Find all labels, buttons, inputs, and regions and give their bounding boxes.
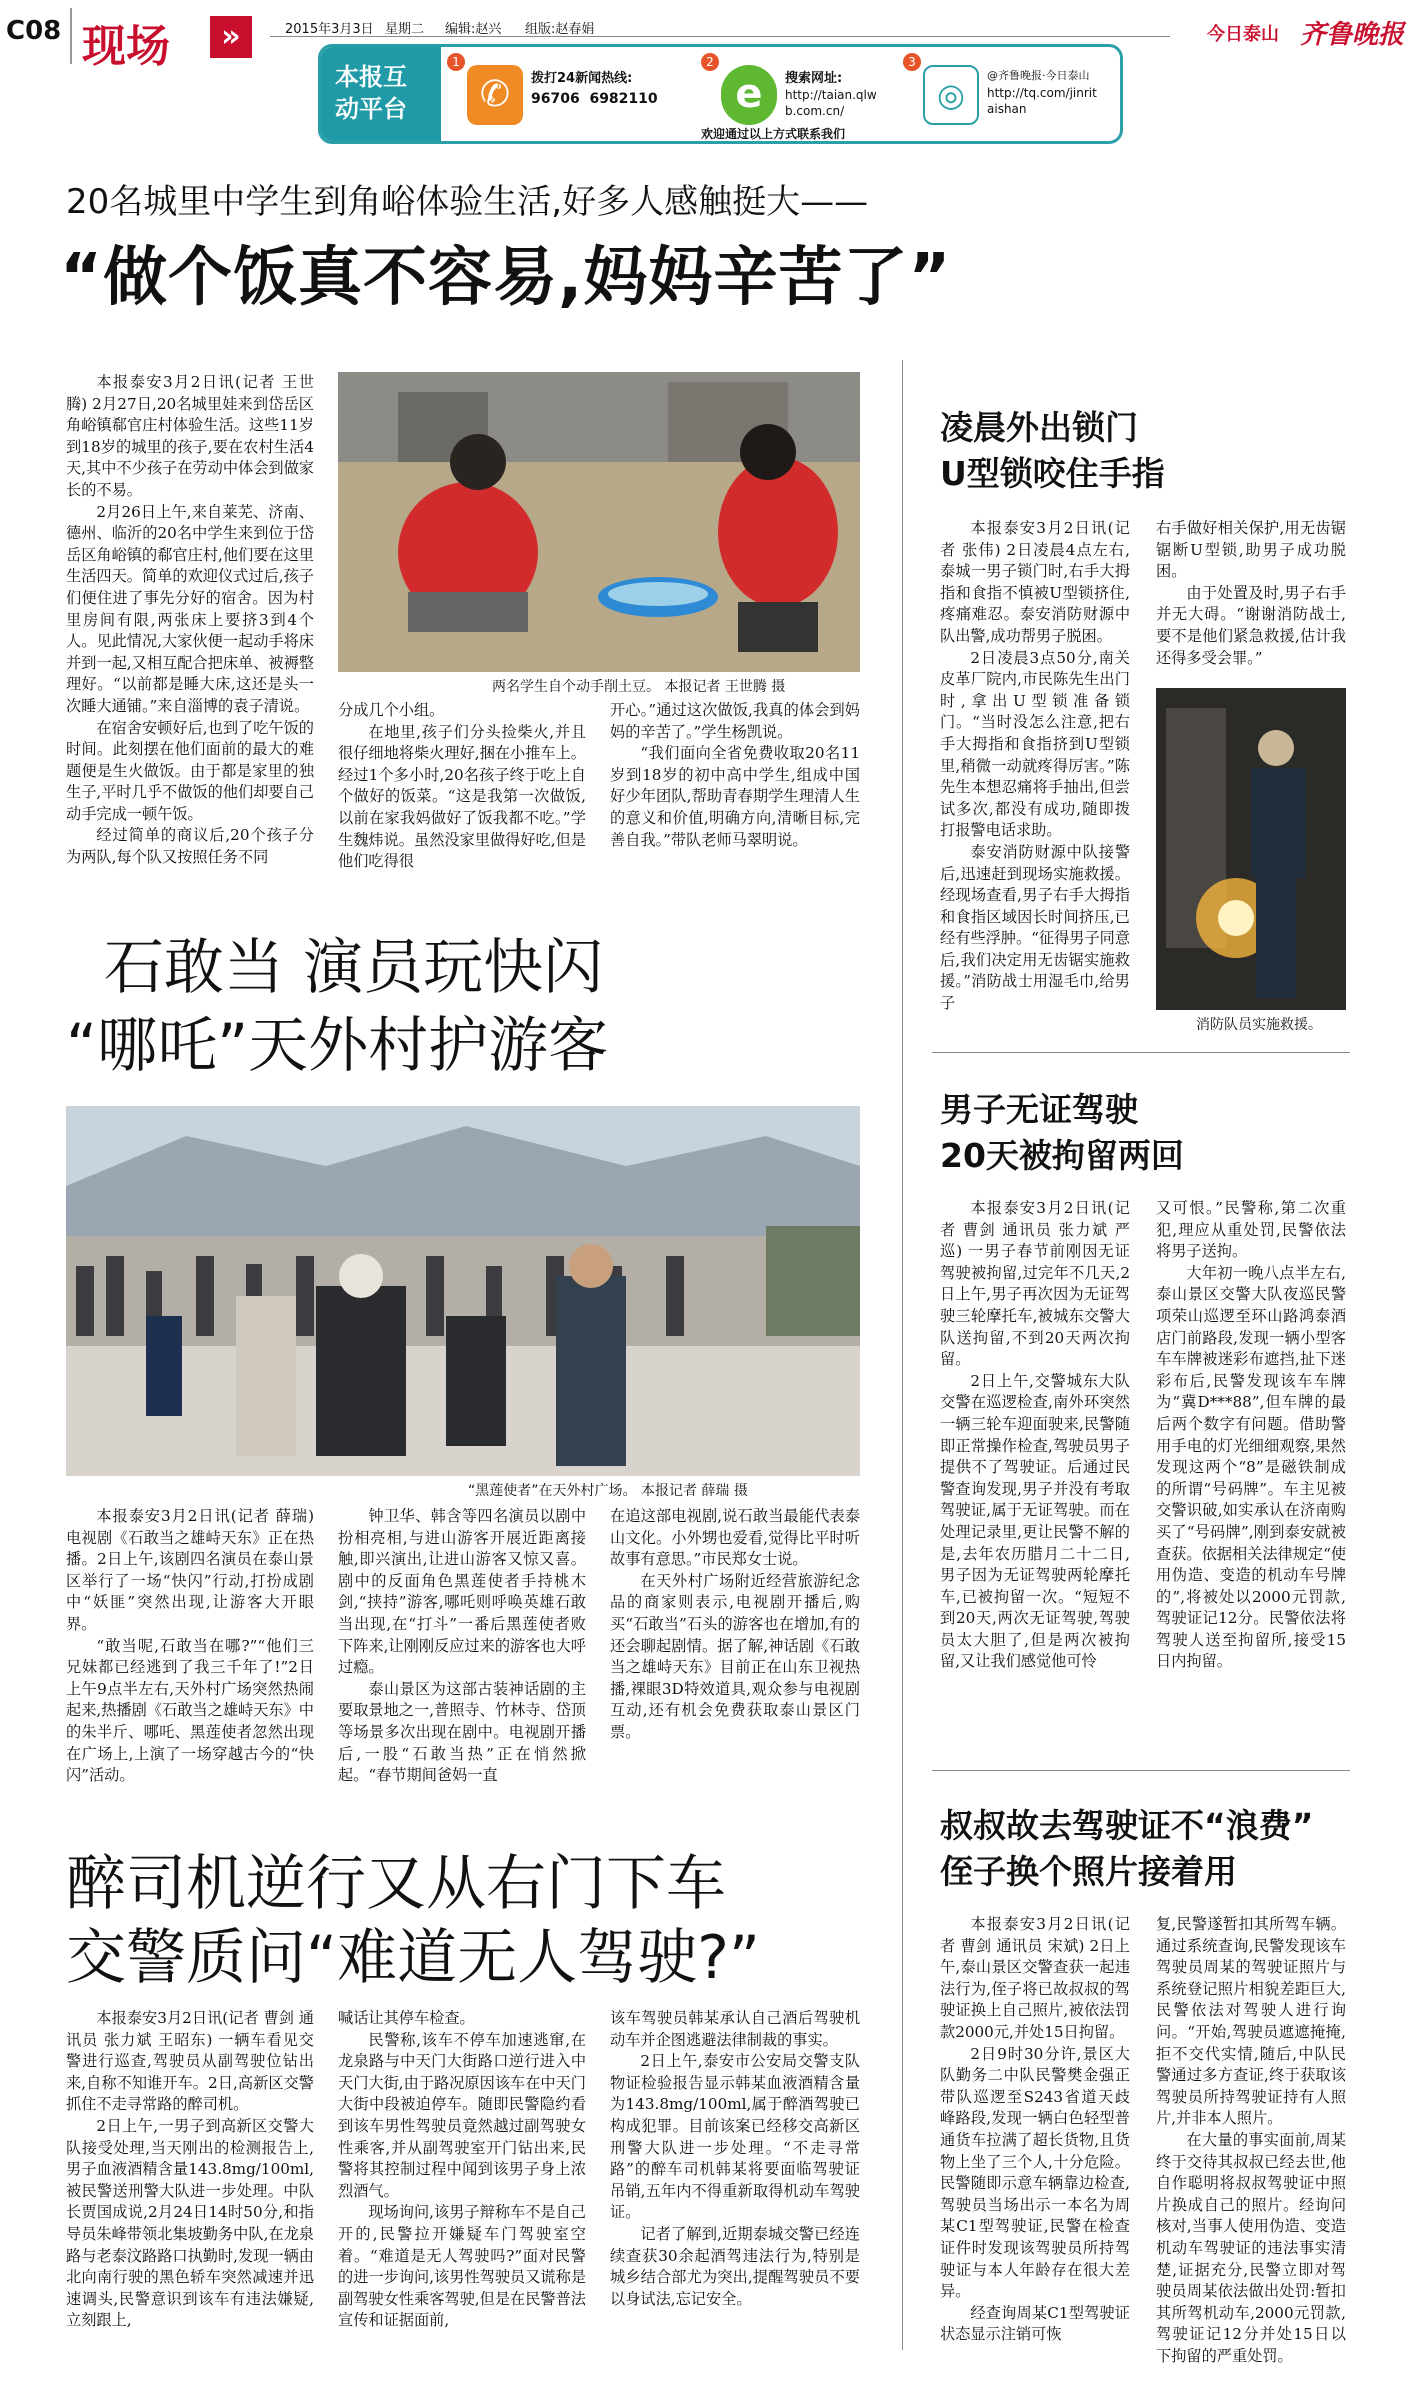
header-divider (70, 8, 72, 64)
a2-headline-2: U型锁咬住手指 (940, 454, 1165, 493)
phone-icon: ✆ (467, 65, 523, 125)
paragraph: 经过简单的商议后,20个孩子分为两队,每个队又按照任务不同 (66, 826, 314, 867)
paragraph: 经查询周某C1型驾驶证状态显示注销可恢 (940, 2303, 1130, 2344)
a5-headline-1: 醉司机逆行又从右门下车 (66, 1849, 726, 1919)
section-divider (932, 1770, 1350, 1771)
paragraph: 开心。”通过这次做饭,我真的体会到妈妈的辛苦了。”学生杨凯说。 (610, 701, 860, 741)
column-divider (902, 360, 903, 2350)
paragraph: 本报泰安3月2日讯(记者 王世腾) 2月27日,20名城里娃来到岱岳区角峪镇郗官庄村体验生活。这些11岁到18岁的城里的孩子,要在农村生活4天,其中不少孩子在劳动中体会到做家长的不易。 (66, 373, 314, 499)
issue-date: 2015年3月3日 (285, 22, 374, 37)
a2-column-2 (1156, 518, 1346, 678)
paragraph: 2月26日上午,来自莱芜、济南、德州、临沂的20名中学生来到位于岱岳区角峪镇的郗官庄村,他们要在这里生活四天。简单的欢迎仪式过后,孩子们便住进了事先分好的宿舍。因为村里房间有限,两张床上要挤3到4个人。见此情况,大家伙便一起动手将床并到一起,又相互配合把床单、被褥整理好。“以前都是睡大床,这还是头一次睡大通铺。”来自淄博的袁子清说。 (66, 502, 314, 715)
a2-photo-caption: 消防队员实施救援。 (1196, 1017, 1322, 1033)
a2-headline-1: 凌晨外出锁门 (940, 408, 1138, 447)
a5-column-1 (66, 2008, 314, 2370)
a5-headline-2: 交警质问“难道无人驾驶?” (66, 1923, 761, 1993)
issue-weekday: 星期二 (385, 22, 425, 37)
a1-headline: “做个饭真不容易,妈妈辛苦了” (60, 241, 952, 315)
paragraph: 2日9时30分许,景区大队勤务二中队民警樊金强正带队巡逻至S243省道天歧峰路段,发现一辆白色轻型普通货车拉满了超长货物,且货物上坐了三个人,十分危险。民警随即示意车辆靠边检查,驾驶员当场出示一本名为周某C1型驾驶证,民警在检查证件时发现该驾驶员所持驾驶证与本人年龄存在很大差异。 (940, 2044, 1130, 2301)
a4-column-1 (940, 1198, 1130, 1760)
a4-headline-2: 20天被拘留两回 (940, 1136, 1184, 1175)
banner-title-line2: 动平台 (335, 95, 407, 123)
a5-column-2 (338, 2008, 586, 2370)
paragraph: 记者了解到,近期泰城交警已经连续查获30余起酒驾违法行为,特别是城乡结合部尤为突出,提醒驾驶员不要以身试法,忘记安全。 (610, 2224, 860, 2308)
a1-column-1 (66, 372, 314, 880)
hotline-number: 96706 6982110 (531, 91, 658, 107)
weibo-handle: @齐鲁晚报·今日泰山 (987, 69, 1090, 82)
step1-badge: 1 (447, 53, 465, 71)
weibo-icon: ◎ (923, 65, 979, 125)
step3-badge: 3 (903, 53, 921, 71)
page-header (0, 0, 1409, 150)
paragraph: “我们面向全省免费收取20名11岁到18岁的初中高中学生,组成中国好少年团队,帮助青春期学生理清人生的意义和价值,明确方向,清晰目标,完善自我。”带队老师马翠明说。 (610, 744, 860, 849)
section-arrow-icon: » (210, 16, 252, 58)
browser-icon: e (721, 65, 777, 125)
a6-headline-1: 叔叔故去驾驶证不“浪费” (940, 1806, 1314, 1845)
a3-photo-caption: “黑莲使者”在天外村广场。 本报记者 薛瑞 摄 (468, 1483, 748, 1499)
paragraph: 右手做好相关保护,用无齿锯锯断U型锁,助男子成功脱困。 (1156, 519, 1346, 581)
a6-headline-2: 侄子换个照片接着用 (940, 1852, 1237, 1891)
paragraph: 现场询问,该男子辩称车不是自己开的,民警拉开嫌疑车门驾驶室空着。“难道是无人驾驶吗?”面对民警的进一步询问,该男性驾驶员又谎称是副驾驶女性乘客驾驶,但是在民警普法宣传和证据面前, (338, 2203, 586, 2330)
paragraph: 2日上午,一男子到高新区交警大队接受处理,当天刚出的检测报告上,男子血液酒精含量143.8mg/100ml,被民警送刑警大队进一步处理。中队长贾国成说,2月24日14时50分,和指导员朱峰带领北集坡勤务中队,在龙泉路与老泰汶路路口执勤时,发现一辆由北向南行驶的黑色轿车突然减速并迅速调头,民警意识到该车有违法嫌疑,立刻跟上, (66, 2116, 314, 2330)
paragraph: 又可恨。”民警称,第二次重犯,理应从重处罚,民警依法将男子送拘。 (1156, 1199, 1346, 1261)
hotline-label: 拨打24新闻热线: (531, 71, 633, 86)
paragraph: 钟卫华、韩含等四名演员以剧中扮相亮相,与进山游客开展近距离接触,即兴演出,让进山游客又惊又喜。剧中的反面角色黑莲使者手持桃木剑,“挟持”游客,哪吒则呼唤英雄石敢当出现,在“打斗”一番后黑莲使者败下阵来,让刚刚反应过来的游客也大呼过瘾。 (338, 1507, 586, 1677)
a3-headline-2: “哪吒”天外村护游客 (66, 1011, 609, 1081)
paragraph: 喊话让其停车检查。 (338, 2009, 475, 2027)
section-title: 现场 (82, 21, 170, 72)
firefighters-cutting-lock-image (1156, 688, 1346, 1010)
a1-photo (338, 372, 860, 672)
a3-column-3 (610, 1506, 860, 1824)
paragraph: 在大量的事实面前,周某终于交待其叔叔已经去世,他自作聪明将叔叔驾驶证中照片换成自己的照片。经询问核对,当事人使用伪造、变造机动车驾驶证的违法事实清楚,证据充分,民警立即对驾驶员周某依法做出处罚:暂扣其所驾机动车,2000元罚款,驾驶证记12分并处15日以下拘留的严重处罚。 (1156, 2130, 1346, 2365)
paragraph: “敢当呢,石敢当在哪?”“他们三兄妹都已经逃到了我三千年了!”2日上午9点半左右,天外村广场突然热闹起来,热播剧《石敢当之雄峙天东》中的朱半斤、哪吒、黑莲使者忽然出现在广场上,上演了一场穿越古今的“快闪”活动。 (66, 1636, 314, 1785)
paragraph: 分成几个小组。 (338, 701, 445, 719)
a2-column-1 (940, 518, 1130, 1038)
page-number: C08 (6, 16, 62, 46)
a3-column-2 (338, 1506, 586, 1824)
a4-column-2 (1156, 1198, 1346, 1760)
a4-headline-1: 男子无证驾驶 (940, 1090, 1138, 1129)
step2-badge: 2 (701, 53, 719, 71)
paragraph: 在追这部电视剧,说石敢当最能代表泰山文化。小外甥也爱看,觉得比平时听故事有意思。”市民郑女士说。 (610, 1507, 860, 1569)
paragraph: 本报泰安3月2日讯(记者 曹剑 通讯员 张力斌 王昭东) 一辆车看见交警进行巡查,驾驶员从副驾驶位钻出来,自称不知谁开车。2日,高新区交警抓住不走寻常路的醉司机。 (66, 2009, 314, 2114)
paragraph: 本报泰安3月2日讯(记者 曹剑 通讯员 张力斌 严巡) 一男子春节前刚因无证驾驶被拘留,过完年不几天,2日上午,男子再次因为无证驾驶三轮摩托车,被城东交警大队送拘留,不到20天两次拘留。 (940, 1199, 1130, 1369)
weibo-url: http://tq.com/jinritaishan (987, 86, 1097, 116)
a3-headline-1: 石敢当 演员玩快闪 (104, 933, 604, 1003)
paragraph: 泰山景区为这部古装神话剧的主要取景地之一,普照寺、竹林寺、岱顶等场景多次出现在剧中。电视剧开播后,一股“石敢当热”正在悄然掀起。“春节期间爸妈一直 (338, 1679, 586, 1785)
a3-photo (66, 1106, 860, 1476)
paragraph: 该车驾驶员韩某承认自己酒后驾驶机动车并企图逃避法律制裁的事实。 (610, 2009, 860, 2049)
paragraph: 由于处置及时,男子右手并无大碍。“谢谢消防战士,要不是他们紧急救援,估计我还得多受会罪。” (1156, 583, 1346, 667)
a1-kicker: 20名城里中学生到角峪体验生活,好多人感触挺大—— (66, 182, 869, 222)
banner-footer: 欢迎通过以上方式联系我们 (701, 127, 846, 141)
paper-logo: 齐鲁晚报 (1300, 20, 1405, 50)
paragraph: 在宿舍安顿好后,也到了吃午饭的时间。此刻摆在他们面前的最大的难题便是生火做饭。由于都是家里的独生子,平时几乎不做饭的他们却要自己动手完成一顿午饭。 (66, 718, 314, 823)
students-peeling-potatoes-image (338, 372, 860, 672)
banner-title-block (321, 47, 441, 141)
paragraph: 2日上午,交警城东大队交警在巡逻检查,南外环突然一辆三轮车迎面驶来,民警随即正常操作检查,驾驶员男子提供不了驾驶证。后通过民警查询发现,男子并没有考取驾驶证,属于无证驾驶。而在处理记录里,更让民警不解的是,去年农历腊月二十二日,男子因为无证驾驶两轮摩托车,已被拘留一次。“短短不到20天,两次无证驾驶,驾驶员太大胆了,但是两次被拘留,又让我们感觉他可怜 (940, 1371, 1130, 1671)
paragraph: 本报泰安3月2日讯(记者 薛瑞) 电视剧《石敢当之雄峙天东》正在热播。2日上午,该剧四名演员在泰山景区举行了一场“快闪”行动,打扮成剧中“妖匪”突然出现,让游客大开眼界。 (66, 1507, 314, 1633)
site-url: http://taian.qlwb.com.cn/ (785, 88, 877, 118)
paragraph: 2日上午,泰安市公安局交警支队物证检验报告显示韩某血液酒精含量为143.8mg/100ml,属于醉酒驾驶已构成犯罪。目前该案已经移交高新区刑警大队进一步处理。“不走寻常路”的醉车司机韩某将要面临驾驶证吊销,五年内不得重新取得机动车驾驶证。 (610, 2052, 860, 2222)
paragraph: 本报泰安3月2日讯(记者 曹剑 通讯员 宋斌) 2日上午,泰山景区交警查获一起违法行为,侄子将已故叔叔的驾驶证换上自己照片,被依法罚款2000元,并处15日拘留。 (940, 1915, 1130, 2041)
a1-photo-caption: 两名学生自个动手削土豆。 本报记者 王世腾 摄 (492, 679, 786, 695)
paragraph: 复,民警遂暂扣其所驾车辆。通过系统查询,民警发现该车驾驶员周某的驾驶证照片与系统登记照片相貌差距巨大,民警依法对驾驶人进行询问。“开始,驾驶员遮遮掩掩,拒不交代实情,随后,中队民警通过多方查证,终于获取该驾驶员所持驾驶证持有人照片,并非本人照片。 (1156, 1915, 1346, 2128)
paragraph: 2日凌晨3点50分,南关皮革厂院内,市民陈先生出门时,拿出U型锁准备锁门。“当时没怎么注意,把右手大拇指和食指挤到U型锁里,稍微一动就疼得厉害。”陈先生本想忍痛将手抽出,但尝试多次,都没有成功,随即拨打报警电话求助。 (940, 648, 1130, 840)
search-label: 搜索网址: (785, 71, 843, 86)
a1-column-3 (610, 700, 860, 880)
today-taishan: 今日泰山 (1207, 24, 1279, 45)
paragraph: 在地里,孩子们分头捡柴火,并且很仔细地将柴火理好,捆在小推车上。经过1个多小时,20名孩子终于吃上自个做好的饭菜。“这是我第一次做饭,以前在家我妈做好了饭我都不吃。”学生魏炜说。虽然没家里做得好吃,但是他们吃得很 (338, 722, 586, 871)
banner-title-line1: 本报互 (335, 63, 407, 91)
section-divider (932, 1052, 1350, 1053)
paragraph: 大年初一晚八点半左右,泰山景区交警大队夜巡民警项荣山巡逻至环山路鸿泰酒店门前路段,发现一辆小型客车车牌被迷彩布遮挡,扯下迷彩布后,民警发现该车车牌为“冀D***88”,但车牌的最后两个数字有问题。借助警用手电的灯光细细观察,果然发现这两个“8”是磁铁制成的所谓“号码牌”。车主见被交警识破,如实承认在济南购买了“号码牌”,刚到泰安就被查获。依据相关法律规定“使用伪造、变造的机动车号牌的”,将被处以2000元罚款,驾驶证记12分。民警依法将驾驶人送至拘留所,接受15日内拘留。 (1156, 1263, 1346, 1671)
a2-photo (1156, 688, 1346, 1010)
editor-credit: 编辑:赵兴 (445, 22, 502, 37)
layout-credit: 组版:赵春娟 (525, 22, 595, 37)
interactive-banner (318, 44, 1123, 144)
paragraph: 泰安消防财源中队接警后,迅速赶到现场实施救援。经现场查看,男子右手大拇指和食指区域因长时间挤压,已经有些浮肿。“征得男子同意后,我们决定用无齿锯实施救援。”消防战士用湿毛巾,给男子 (940, 842, 1130, 1013)
paragraph: 本报泰安3月2日讯(记者 张伟) 2日凌晨4点左右,泰城一男子锁门时,右手大拇指和食指不慎被U型锁挤住,疼痛难忍。泰安消防财源中队出警,成功帮男子脱困。 (940, 519, 1130, 645)
a6-column-2 (1156, 1914, 1346, 2370)
a3-column-1 (66, 1506, 314, 1824)
a1-column-2 (338, 700, 586, 880)
a6-column-1 (940, 1914, 1130, 2370)
paragraph: 民警称,该车不停车加速逃窜,在龙泉路与中天门大街路口逆行进入中天门大街,由于路况原因该车在中天门大街中段被迫停车。随即民警隐约看到该车男性驾驶员竟然越过副驾驶女性乘客,并从副驾驶室开门钻出来,民警将其控制过程中闻到该男子身上浓烈酒气。 (338, 2030, 586, 2200)
actors-flash-mob-image (66, 1106, 860, 1476)
a5-column-3 (610, 2008, 860, 2370)
paragraph: 在天外村广场附近经营旅游纪念品的商家则表示,电视剧开播后,购买“石敢当”石头的游客也在增加,有的还会聊起剧情。据了解,神话剧《石敢当之雄峙天东》目前正在山东卫视热播,裸眼3D特效道具,观众参与电视剧互动,还有机会免费获取泰山景区门票。 (610, 1571, 860, 1741)
